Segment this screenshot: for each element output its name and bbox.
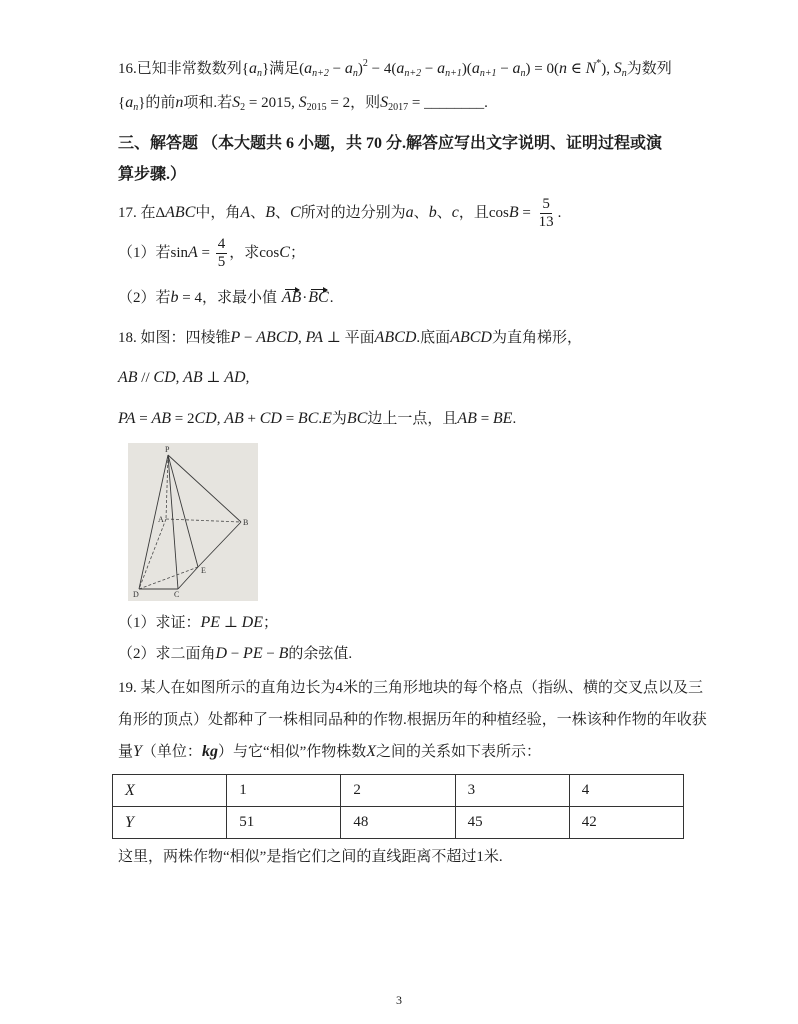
text-run: （1）若sin [118, 244, 189, 261]
table-row [113, 775, 684, 807]
subscript: n+2 [404, 68, 422, 79]
label-p: P [165, 445, 170, 454]
text-run: = 2，则 [326, 95, 381, 111]
text-run: − [227, 646, 244, 662]
text-run: 17. 在Δ [118, 204, 166, 221]
math-variable: ABC [165, 203, 196, 221]
text-run: = [197, 244, 214, 261]
math-variable: S [613, 60, 622, 77]
subscript: 2 [240, 102, 246, 113]
text-run: − [496, 61, 513, 77]
table-cell: 3 [455, 775, 569, 807]
math-variable: a [248, 60, 257, 77]
math-variable: BE [492, 410, 513, 427]
table-cell: 45 [455, 807, 569, 839]
text-run: 这里，两株作物“相似”是指它们之间的直线距离不超过1米. [118, 849, 503, 865]
math-variable: S [298, 94, 307, 111]
page-number: 3 [396, 993, 402, 1007]
math-variable: a [405, 203, 414, 221]
q18-line-1 [118, 328, 582, 348]
text-run: ) = 0( [525, 61, 559, 77]
text-run: （1）求证： [118, 615, 201, 631]
text-run: = 4，求最小值 [178, 290, 281, 306]
text-run: , [216, 411, 225, 427]
text-run: 18. 如图：四棱锥 [118, 330, 231, 346]
text-run: 角形的顶点）处都种了一株相同品种的作物.根据历年的种植经验，一株该种作物的年收获 [118, 712, 707, 728]
math-variable: ABCD [450, 329, 492, 346]
math-variable: PE [200, 614, 221, 631]
q18-part-2 [118, 644, 352, 664]
label-a: A [158, 515, 164, 524]
text-run: . [512, 411, 517, 427]
text-run: （2）求二面角 [118, 646, 216, 662]
table-cell: 4 [569, 775, 683, 807]
math-variable: BC [346, 410, 368, 427]
text-run: // [137, 370, 154, 386]
q18-part-1 [118, 613, 278, 633]
math-variable: ABCD [256, 329, 299, 346]
math-variable: N [585, 60, 597, 77]
text-run: = [281, 411, 298, 427]
fraction-numerator: 5 [542, 196, 550, 212]
q17-part-1 [118, 236, 305, 271]
text-run: }满足( [261, 61, 305, 77]
table-cell: 42 [569, 807, 683, 839]
text-run: 项和.若 [183, 95, 233, 111]
math-variable: ABCD [374, 329, 417, 346]
math-variable: CD [259, 410, 282, 427]
math-variable: Y [133, 743, 142, 760]
text-run: . [557, 204, 562, 221]
text-run: 的余弦值. [288, 646, 353, 662]
subscript: n+1 [479, 68, 497, 79]
subscript: n [352, 68, 358, 79]
text-run: = 2015, [245, 95, 299, 111]
label-d: D [133, 590, 139, 599]
table-cell: 1 [227, 775, 341, 807]
math-variable: A [188, 243, 198, 261]
pyramid-figure [128, 443, 258, 601]
text-run: , [245, 370, 250, 386]
text-run: + [243, 411, 260, 427]
text-run: . [329, 290, 334, 306]
text-run: , [298, 330, 306, 346]
math-variable: c [451, 203, 459, 221]
text-run: ∈ [566, 61, 586, 77]
subscript: n [133, 102, 139, 113]
text-run: − [421, 61, 438, 77]
math-variable: X [366, 743, 377, 760]
math-variable: AD [224, 369, 246, 386]
math-variable: a [344, 60, 353, 77]
yield-table [112, 774, 684, 839]
text-run: 为 [331, 411, 347, 427]
math-variable: A [240, 203, 251, 221]
q16-line-2 [118, 93, 488, 118]
text-run: = [476, 411, 493, 427]
vector: BC [308, 289, 329, 306]
math-variable: n [175, 94, 184, 111]
math-variable: a [304, 60, 313, 77]
math-variable: AB [457, 410, 477, 427]
math-variable: n [558, 60, 567, 77]
fraction-numerator: 4 [217, 236, 226, 252]
q19-note [118, 847, 503, 867]
text-run: 、 [274, 204, 290, 221]
math-variable: E [322, 410, 332, 427]
text-run: = 2 [171, 411, 195, 427]
label-e: E [201, 566, 206, 575]
text-run: )( [461, 61, 472, 77]
text-run: 之间的关系如下表所示： [376, 744, 542, 760]
q19-line-2 [118, 710, 707, 730]
text-run: . [318, 411, 323, 427]
table-cell: X [113, 775, 227, 807]
table-cell: 48 [341, 807, 455, 839]
subscript: n [520, 68, 526, 79]
math-variable: AB [224, 410, 244, 427]
subscript: n [621, 68, 627, 79]
math-variable: b [170, 289, 179, 306]
text-run: （单位： [141, 744, 202, 760]
math-variable: PA [305, 329, 324, 346]
vector: AB [281, 289, 302, 306]
text-run: 、 [436, 204, 452, 221]
text-run: ，求cos [229, 244, 280, 261]
q19-line-1 [118, 678, 703, 698]
fraction-denominator: 5 [217, 254, 226, 270]
math-variable: B [278, 645, 289, 662]
math-variable: PE [243, 645, 263, 662]
text-run: （2）若 [118, 290, 171, 306]
text-run: 边上一点，且 [367, 411, 458, 427]
text-run: − [240, 330, 257, 346]
math-variable: B [508, 203, 519, 221]
math-variable: C [279, 243, 290, 261]
text-run: ； [263, 615, 279, 631]
text-run: − [328, 61, 345, 77]
math-variable: P [230, 329, 241, 346]
math-variable: CD [194, 410, 217, 427]
math-variable: a [396, 60, 405, 77]
text-run: = ________. [408, 95, 488, 111]
text-run: { [118, 95, 126, 111]
superscript: 2 [362, 58, 368, 69]
subscript: 2015 [306, 102, 327, 113]
text-run: 19. 某人在如图所示的直角边长为4米的三角形地块的每个格点（指纵、横的交叉点以及三 [118, 680, 704, 696]
q19-line-3 [118, 742, 541, 762]
fraction [537, 196, 556, 231]
text-run: .底面 [416, 330, 451, 346]
math-variable: S [380, 94, 389, 111]
section-3-heading: 三、解答题 （本大题共 6 小题，共 70 分.解答应写出文字说明、证明过程或演 [118, 135, 663, 152]
math-variable: a [471, 60, 480, 77]
q16-line-1 [118, 54, 672, 84]
math-variable: B [265, 203, 275, 221]
text-run: ⊥ 平面 [323, 330, 375, 346]
fraction-denominator: 13 [538, 214, 554, 230]
text-run: ), [601, 61, 614, 77]
text-run: 中，角 [195, 204, 241, 221]
text-run: ； [289, 244, 305, 261]
text-run: ⊥ [220, 615, 242, 631]
math-variable: AB [183, 369, 203, 386]
math-variable: S [232, 94, 241, 111]
text-run: ) [357, 61, 363, 77]
math-variable: BC [297, 410, 319, 427]
text-run: 为直角梯形， [491, 330, 582, 346]
math-variable: D [215, 645, 228, 662]
math-variable: a [125, 94, 134, 111]
math-variable: DE [241, 614, 263, 631]
subscript: 2017 [388, 102, 409, 113]
text-run: − 4( [367, 61, 397, 77]
label-b: B [243, 518, 249, 527]
text-run: ）与它“相似”作物株数 [217, 744, 367, 760]
text-run: 为数列 [626, 61, 672, 77]
text-run: ⊥ [202, 370, 225, 386]
table-cell: 51 [227, 807, 341, 839]
math-variable: b [428, 203, 437, 221]
math-unit: kg [201, 743, 218, 760]
text-run: − [262, 646, 279, 662]
subscript: n+2 [312, 68, 329, 79]
text-run: 16.已知非常数数列{ [118, 61, 249, 77]
math-variable: C [289, 203, 301, 221]
q17-part-2 [118, 288, 333, 308]
text-run: 、 [413, 204, 429, 221]
table-cell: Y [113, 807, 227, 839]
math-variable: CD [153, 369, 176, 386]
superscript: * [596, 58, 602, 69]
math-variable: a [437, 60, 446, 77]
q17-stem [118, 196, 561, 231]
text-run: }的前 [138, 95, 176, 111]
table-row [113, 807, 684, 839]
math-variable: AB [118, 369, 138, 386]
table-cell: 2 [341, 775, 455, 807]
text-run: 、 [250, 204, 266, 221]
text-run: = [135, 411, 152, 427]
label-c: C [174, 590, 180, 599]
pyramid-diagram [128, 443, 258, 601]
text-run: = [518, 204, 535, 221]
q18-line-2 [118, 368, 249, 388]
subscript: n [256, 68, 262, 79]
math-variable: PA [118, 410, 136, 427]
text-run: 所对的边分别为 [300, 204, 406, 221]
math-variable: a [512, 60, 521, 77]
text-run: · [302, 290, 308, 306]
q18-line-3 [118, 409, 516, 429]
subscript: n+1 [445, 68, 462, 79]
math-variable: AB [151, 410, 171, 427]
text-run: ，且cos [458, 204, 509, 221]
fraction [216, 236, 228, 271]
text-run: 量 [118, 744, 134, 760]
section-3-heading-cont: 算步骤.） [118, 166, 187, 183]
text-run: , [175, 370, 184, 386]
